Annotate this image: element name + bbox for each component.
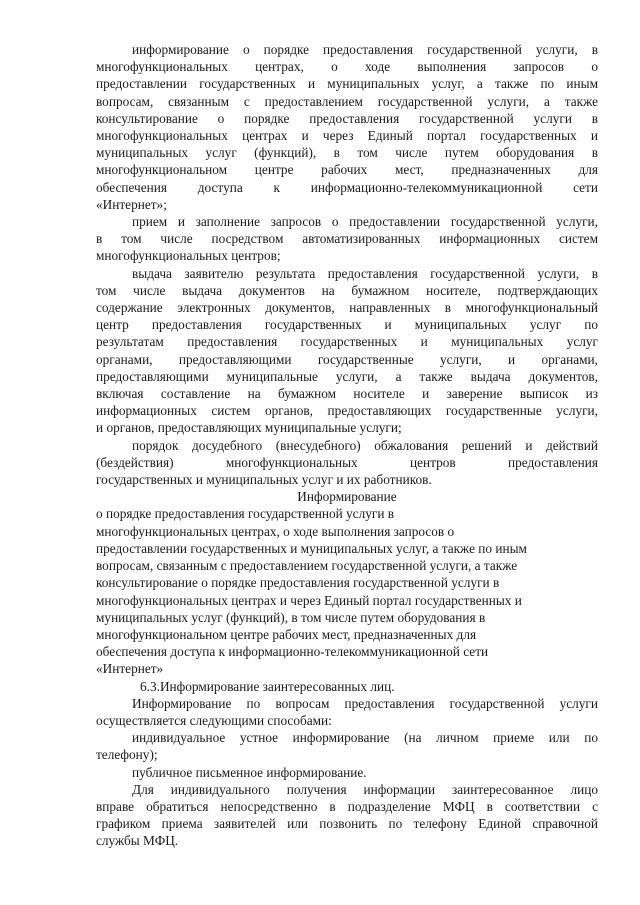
text-line: предоставлении государственных и муниципальных услуг, а также по иным	[96, 540, 527, 556]
paragraph-result-delivery	[96, 265, 598, 437]
text-line: и органов, предоставляющих муниципальные услуги;	[96, 420, 402, 436]
text-line: результатам предоставления государственных и муниципальных услуг	[96, 334, 598, 350]
text-line: содержание электронных документов, направленных в многофункциональный	[96, 300, 598, 316]
text-line: (бездействия) многофункциональных центров предоставления	[96, 454, 598, 470]
centered-heading: Информирование	[297, 489, 397, 505]
text-line: телефону);	[96, 747, 158, 763]
text-line: многофункциональном центре рабочих мест, предназначенных для	[96, 626, 477, 642]
text-line: вправе обратиться непосредственно в подразделение МФЦ в соответствии с	[96, 798, 598, 814]
text-line: службы МФЦ.	[96, 833, 179, 849]
text-line: муниципальных услуг (функций), в том числе путем оборудования в	[96, 609, 486, 625]
paragraph-oral-informing	[96, 729, 598, 763]
text-line: информирование о порядке предоставления государственной услуги, в	[132, 42, 598, 57]
text-line: консультирование о порядке предоставления государственной услуги в	[96, 575, 500, 591]
text-line: предоставляющими муниципальные услуги, а также выдача документов,	[96, 368, 598, 384]
text-line: многофункциональных центрах, о ходе выполнения запросов о	[96, 523, 455, 539]
text-line: многофункциональных центрах и через Единый портал государственных и	[96, 592, 522, 608]
text-line: графиком приема заявителей или позвонить по телефону Единой справочной	[96, 816, 598, 832]
section-heading: 6.3.Информирование заинтересованных лиц.	[140, 678, 395, 694]
text-line: обеспечения доступа к информационно-телекоммуникационной сети	[96, 179, 598, 195]
text-line: том числе выдача документов на бумажном носителе, подтверждающих	[96, 282, 598, 298]
text-line: Для индивидуального получения информации заинтересованное лицо	[132, 781, 598, 797]
text-line: органами, предоставляющими государственные услуги, и органами,	[96, 351, 598, 367]
text-line: многофункциональных центрах и через Единый портал государственных и	[96, 128, 598, 144]
text-line: муниципальных услуг (функций), в том числе путем оборудования в	[96, 145, 598, 161]
text-line: вопросам, связанным с предоставлением государственной услуги, а также	[96, 558, 518, 574]
paragraph-informing-methods	[96, 695, 598, 729]
text-line: многофункциональном центре рабочих мест, предназначенных для	[96, 162, 598, 178]
text-line: «Интернет»	[96, 661, 164, 677]
text-line: предоставлении государственных и муниципальных услуг, а также по иным	[96, 76, 598, 92]
text-line: государственных и муниципальных услуг и их работников.	[96, 472, 432, 488]
text-line: «Интернет»;	[96, 196, 167, 212]
text-line: прием и заполнение запросов о предоставлении государственной услуги,	[132, 214, 598, 230]
text-line: центр предоставления государственных и муниципальных услуг по	[96, 317, 598, 333]
text-line: Информирование по вопросам предоставления государственной услуги	[132, 695, 598, 711]
paragraph-written-informing: публичное письменное информирование.	[132, 764, 367, 780]
text-line: в том числе посредством автоматизированных информационных систем	[96, 231, 598, 247]
text-line: выдача заявителю результата предоставления государственной услуги, в	[132, 265, 598, 281]
text-line: многофункциональных центрах, о ходе выполнения запросов о	[96, 59, 598, 75]
paragraph-informing-mfc	[96, 41, 598, 213]
text-line: индивидуальное устное информирование (на личном приеме или по	[132, 730, 598, 746]
text-line: вопросам, связанным с предоставлением государственной услуги, а также	[96, 93, 598, 109]
paragraph-request-intake	[96, 213, 598, 265]
text-line: порядок досудебного (внесудебного) обжалования решений и действий	[132, 437, 598, 453]
document-page	[96, 41, 598, 850]
text-line: информационных систем органов, предоставляющих государственные услуги,	[96, 403, 598, 419]
text-line: консультирование о порядке предоставления государственной услуги в	[96, 110, 598, 126]
text-line: осуществляется следующими способами:	[96, 712, 332, 728]
text-line: многофункциональных центров;	[96, 248, 281, 264]
paragraph-appeal-procedure	[96, 437, 598, 489]
text-line: включая составление на бумажном носителе и заверение выписок из	[96, 386, 598, 402]
text-line: о порядке предоставления государственной услуги в	[96, 506, 395, 522]
centered-paragraph	[96, 505, 598, 677]
text-line: обеспечения доступа к информационно-телекоммуникационной сети	[96, 644, 489, 660]
paragraph-individual-info	[96, 781, 598, 850]
